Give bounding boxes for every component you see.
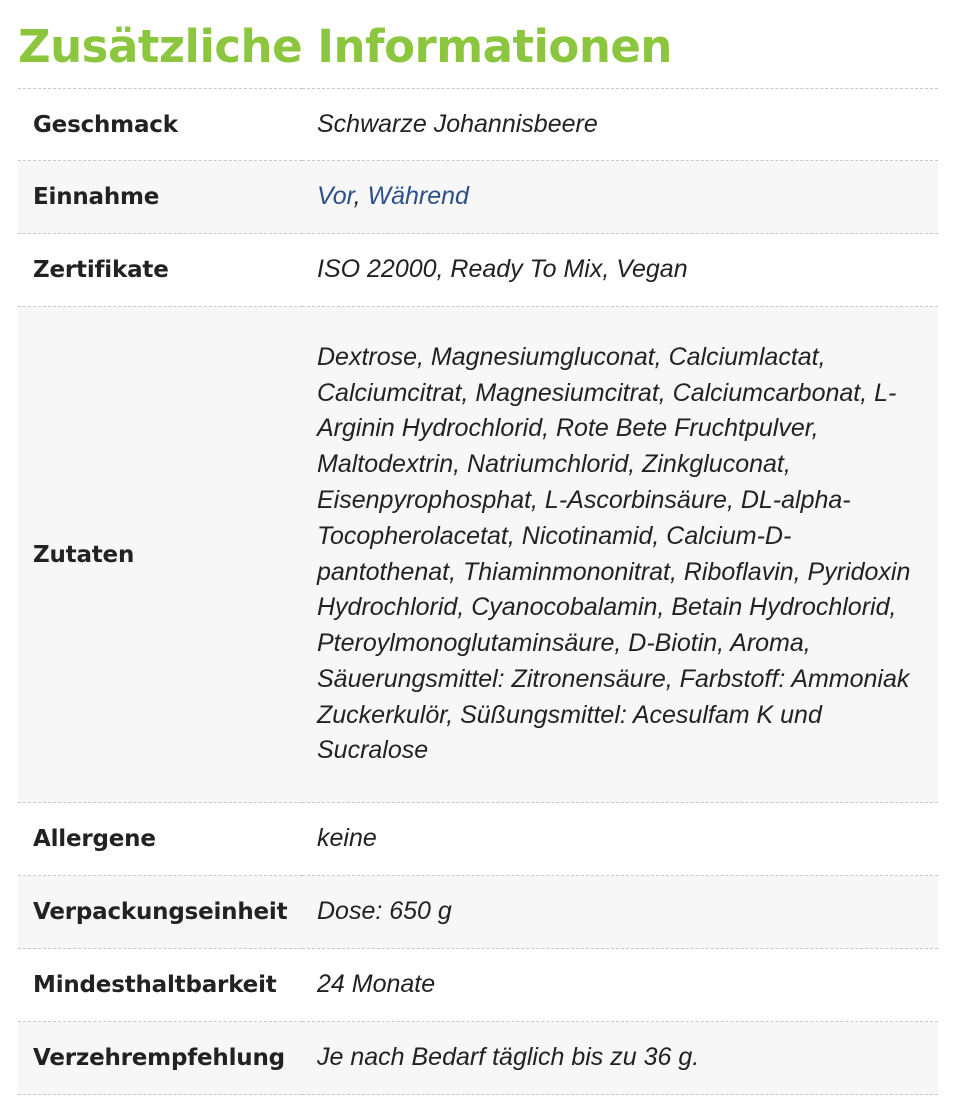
row-label: Zutaten [33,541,135,568]
row-label: Zertifikate [33,257,169,283]
row-value [302,161,938,234]
row-value: Schwarze Johannisbeere [317,109,598,138]
row-value: Je nach Bedarf täglich bis zu 36 g. [317,1043,700,1072]
row-value: 24 Monate [317,970,436,999]
table-row-zutaten [18,307,938,803]
row-value: keine [317,824,377,853]
table-row-verpackungseinheit [18,876,938,949]
table-row-verzehrempfehlung [18,1022,938,1095]
table-row-zertifikate [18,234,938,307]
table-row-geschmack [18,89,938,161]
row-label: Allergene [33,826,156,852]
additional-info-table [18,88,938,1095]
row-label: Verpackungseinheit [33,899,288,925]
link-separator: , [353,182,368,211]
einnahme-link-waehrend[interactable]: Während [367,182,469,211]
section-title: Zusätzliche Informationen [18,20,672,73]
einnahme-link-vor[interactable]: Vor [317,182,354,211]
row-label: Geschmack [33,111,178,138]
row-value: ISO 22000, Ready To Mix, Vegan [317,255,688,284]
table-row-mindesthaltbarkeit [18,949,938,1022]
row-label: Mindesthaltbarkeit [33,972,277,998]
row-value: Dextrose, Magnesiumgluconat, Calciumlactat, Calciumcitrat, Magnesiumcitrat, Calciumcarbonat, L-Arginin Hydrochlorid, Rote Bete Fruchtpulver, Maltodextrin, Natriumchlorid, Zinkgluconat, Eisenpyrophosphat, L-Ascorbinsäure, DL-alpha-Tocopherolacetat, Nicotinamid, Calcium-D-pantothenat, Thiaminmononitrat, Riboflavin, Pyridoxin Hydrochlorid, Cyanocobalamin, Betain Hydrochlorid, Pteroylmonoglutaminsäure, D-Biotin, Aroma, Säuerungsmittel: Zitronensäure, Farbstoff: Ammoniak Zuckerkulör, Süßungsmittel: Acesulfam K und Sucralose [317,342,911,765]
table-row-einnahme [18,161,938,234]
row-label: Einnahme [33,184,160,210]
table-row-allergene [18,803,938,876]
row-value: Dose: 650 g [317,897,452,926]
row-label: Verzehrempfehlung [33,1045,285,1071]
